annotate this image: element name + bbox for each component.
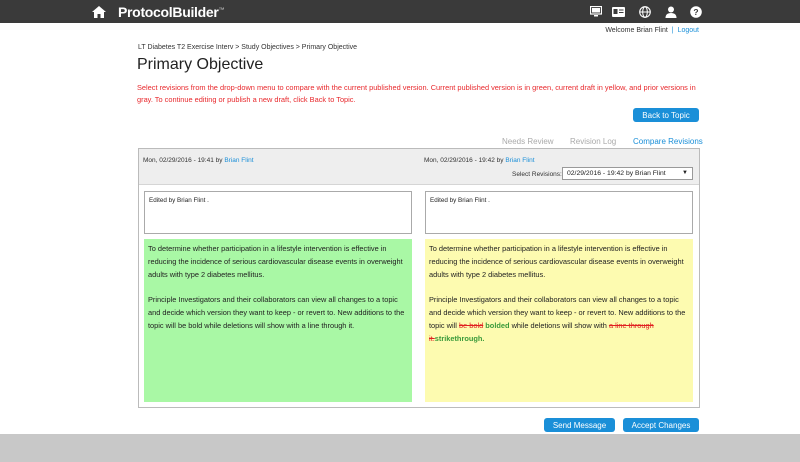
instructions-text: Select revisions from the drop-down menu to compare with the current published version. Current published version is in green, current draft in yellow, and prior versions in gray. To continue editing or publish a new draft, click Back to Topic. <box>137 83 696 104</box>
left-revision-meta: Mon, 02/29/2016 - 19:41 by Brian Flint <box>143 157 254 164</box>
draft-version-content <box>425 239 693 402</box>
account-bar: Welcome Brian Flint | Logout <box>605 27 699 34</box>
tab-needs-review[interactable]: Needs Review <box>502 137 554 146</box>
right-revision-author-link[interactable]: Brian Flint <box>505 157 535 164</box>
app-logo[interactable]: ProtocolBuilder™ <box>118 4 225 20</box>
deletion-text: be bold <box>458 320 484 330</box>
svg-text:?: ? <box>692 6 699 17</box>
breadcrumb: LT Diabetes T2 Exercise Interv > Study Objectives > Primary Objective <box>138 44 358 51</box>
tab-revision-log[interactable]: Revision Log <box>570 137 617 146</box>
right-paragraph-2: Principle Investigators and their collaborators can view all changes to a topic and decide which version they want to keep - or revert to. New additions to the topic will be bold bolded while deletions will show with a line through it.strikethrough. <box>429 295 686 343</box>
send-message-button[interactable]: Send Message <box>544 418 615 432</box>
monitor-icon[interactable] <box>588 4 603 19</box>
welcome-text: Welcome Brian Flint <box>605 27 668 34</box>
chevron-down-icon: ▼ <box>682 170 688 176</box>
compare-panel <box>138 148 700 408</box>
insertion-text: bolded <box>485 320 510 330</box>
footer-bar <box>0 434 800 462</box>
top-nav-bar <box>0 0 800 23</box>
help-icon[interactable] <box>688 4 703 19</box>
accept-changes-button[interactable]: Accept Changes <box>623 418 699 432</box>
globe-icon[interactable] <box>637 4 652 19</box>
right-paragraph-1: To determine whether participation in a lifestyle intervention is effective in reducing the incidence of serious cardiovascular disease events in overweight adults with type 2 diabetes mellitus. <box>429 244 684 279</box>
right-edited-by-box: Edited by Brian Flint . <box>425 191 693 234</box>
deletion-text: a line through it. <box>429 320 654 343</box>
published-version-content <box>144 239 412 402</box>
left-paragraph-1: To determine whether participation in a lifestyle intervention is effective in reducing the incidence of serious cardiovascular disease events in overweight adults with type 2 diabetes mellitus. <box>148 244 403 279</box>
user-icon[interactable] <box>663 4 678 19</box>
left-revision-author-link[interactable]: Brian Flint <box>224 157 254 164</box>
right-revision-meta: Mon, 02/29/2016 - 19:42 by Brian Flint <box>424 157 535 164</box>
tab-compare-revisions[interactable]: Compare Revisions <box>633 137 703 146</box>
back-to-topic-button[interactable]: Back to Topic <box>633 108 699 122</box>
home-icon[interactable] <box>87 0 110 23</box>
compare-header <box>139 149 699 185</box>
select-revisions-dropdown[interactable]: 02/29/2016 - 19:42 by Brian Flint ▼ <box>562 167 693 180</box>
left-edited-by-box: Edited by Brian Flint . <box>144 191 412 234</box>
id-card-icon[interactable] <box>611 4 626 19</box>
logout-link[interactable]: Logout <box>677 27 699 34</box>
select-revisions-label: Select Revisions: <box>512 171 562 178</box>
insertion-text: strikethrough. <box>434 333 485 343</box>
left-paragraph-2: Principle Investigators and their collaborators can view all changes to a topic and decide which version they want to keep - or revert to. New additions to the topic will be bold while deletions will show with a line through it. <box>148 295 405 330</box>
page-title: Primary Objective <box>137 56 264 73</box>
